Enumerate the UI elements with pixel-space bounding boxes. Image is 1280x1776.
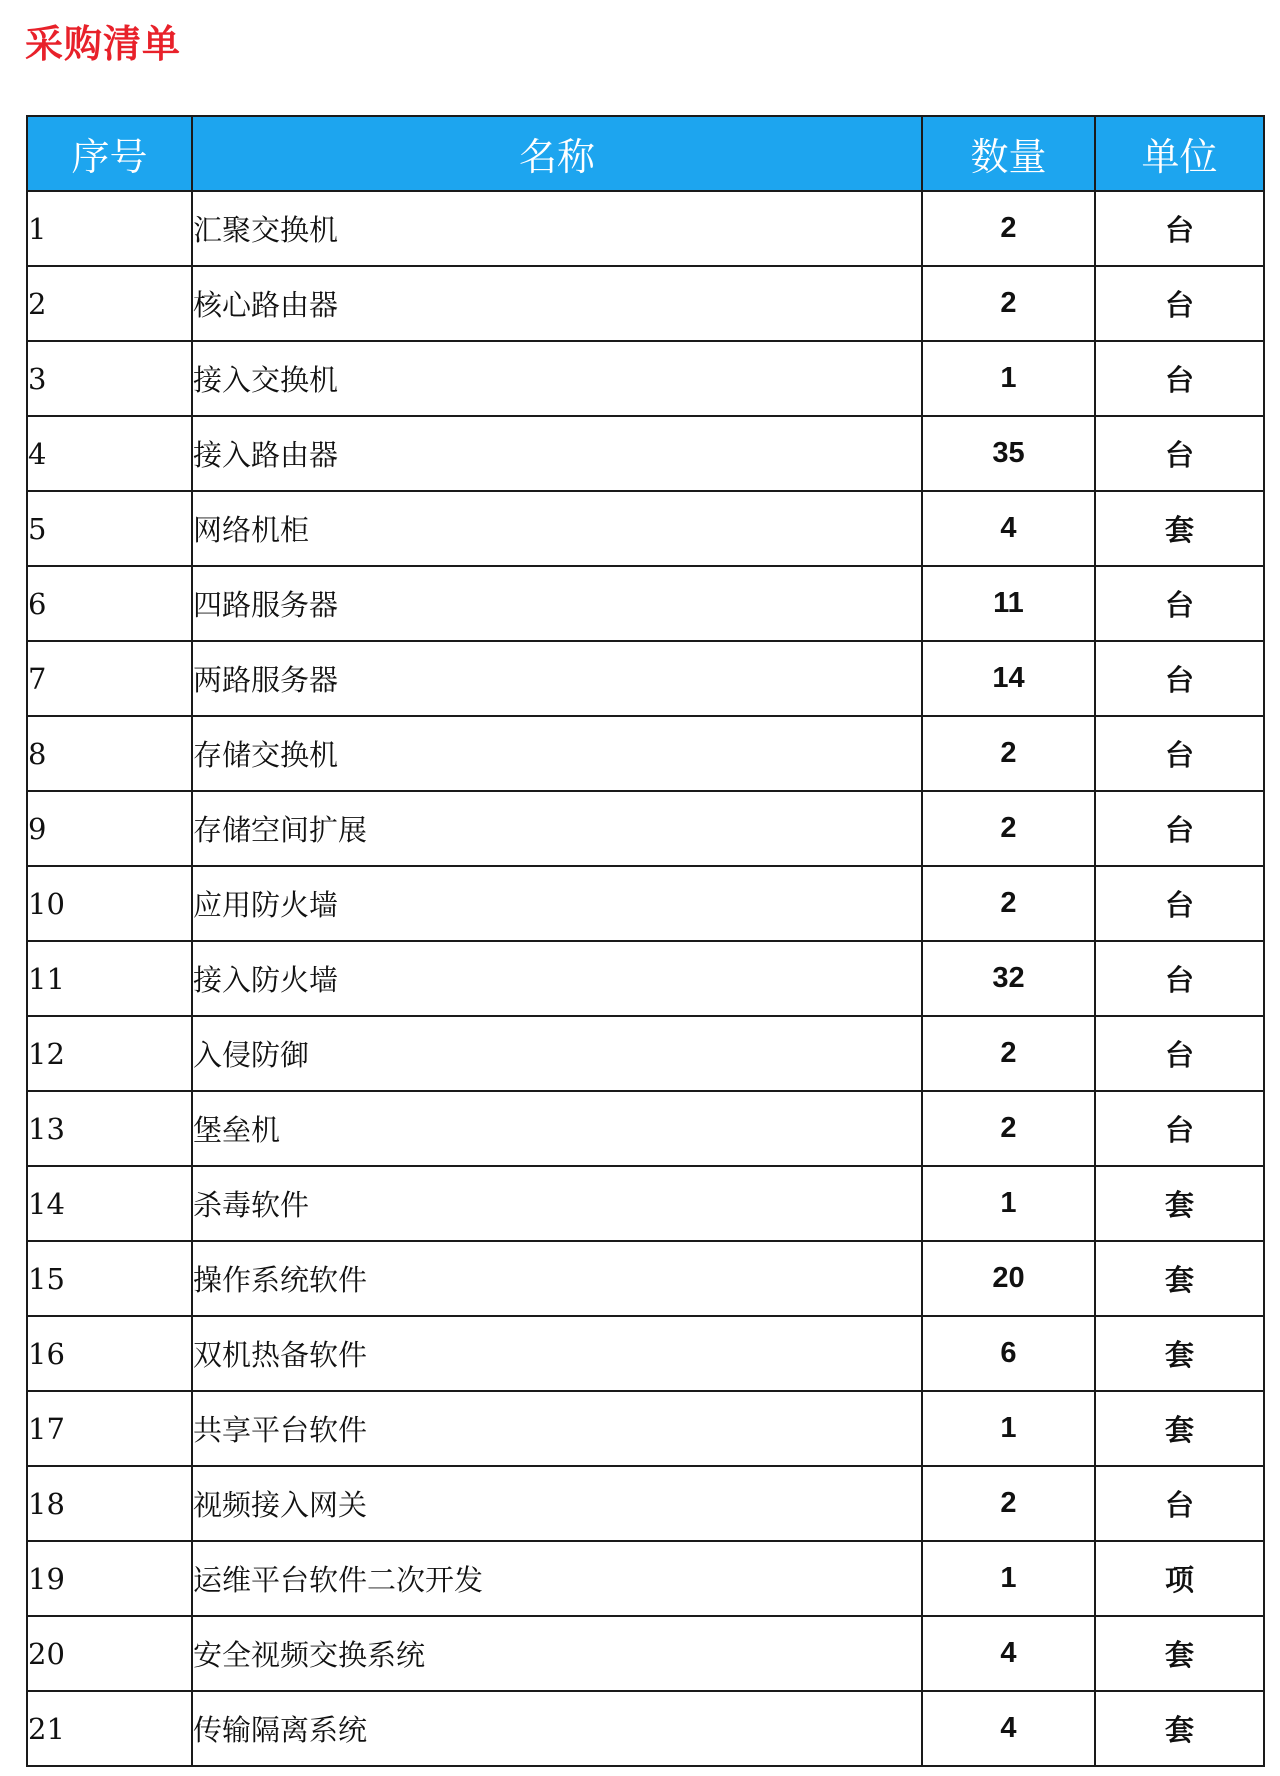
item-quantity: 1	[922, 1541, 1095, 1616]
table-row	[27, 1241, 1264, 1316]
item-unit: 台	[1095, 641, 1264, 716]
row-number: 2	[27, 266, 192, 341]
row-number: 11	[27, 941, 192, 1016]
row-number: 14	[27, 1166, 192, 1241]
item-name: 视频接入网关	[192, 1466, 922, 1541]
item-unit: 套	[1095, 1391, 1264, 1466]
row-number: 10	[27, 866, 192, 941]
item-quantity: 20	[922, 1241, 1095, 1316]
item-name: 接入交换机	[192, 341, 922, 416]
item-quantity: 2	[922, 1016, 1095, 1091]
table-row	[27, 866, 1264, 941]
table-row	[27, 1166, 1264, 1241]
item-quantity: 2	[922, 791, 1095, 866]
item-quantity: 2	[922, 866, 1095, 941]
item-quantity: 1	[922, 1166, 1095, 1241]
table-row	[27, 1466, 1264, 1541]
table-row	[27, 716, 1264, 791]
item-unit: 台	[1095, 716, 1264, 791]
item-unit: 台	[1095, 941, 1264, 1016]
item-name: 堡垒机	[192, 1091, 922, 1166]
column-header-unit: 单位	[1095, 116, 1264, 191]
row-number: 19	[27, 1541, 192, 1616]
table-row	[27, 1391, 1264, 1466]
row-number: 3	[27, 341, 192, 416]
row-number: 4	[27, 416, 192, 491]
row-number: 17	[27, 1391, 192, 1466]
item-quantity: 11	[922, 566, 1095, 641]
table-row	[27, 266, 1264, 341]
item-name: 共享平台软件	[192, 1391, 922, 1466]
table-row	[27, 1016, 1264, 1091]
item-name: 存储空间扩展	[192, 791, 922, 866]
item-unit: 套	[1095, 1691, 1264, 1766]
item-quantity: 35	[922, 416, 1095, 491]
item-name: 存储交换机	[192, 716, 922, 791]
table-row	[27, 416, 1264, 491]
item-quantity: 4	[922, 1691, 1095, 1766]
column-header-name: 名称	[192, 116, 922, 191]
item-unit: 台	[1095, 266, 1264, 341]
item-name: 接入防火墙	[192, 941, 922, 1016]
item-unit: 台	[1095, 1091, 1264, 1166]
row-number: 6	[27, 566, 192, 641]
table-row	[27, 791, 1264, 866]
table-row	[27, 1616, 1264, 1691]
item-name: 汇聚交换机	[192, 191, 922, 266]
item-name: 入侵防御	[192, 1016, 922, 1091]
item-unit: 台	[1095, 1466, 1264, 1541]
item-unit: 台	[1095, 866, 1264, 941]
item-unit: 套	[1095, 1241, 1264, 1316]
item-quantity: 2	[922, 191, 1095, 266]
column-header-no: 序号	[27, 116, 192, 191]
item-quantity: 2	[922, 266, 1095, 341]
procurement-table	[26, 115, 1265, 1767]
item-name: 运维平台软件二次开发	[192, 1541, 922, 1616]
row-number: 9	[27, 791, 192, 866]
row-number: 7	[27, 641, 192, 716]
column-header-qty: 数量	[922, 116, 1095, 191]
item-quantity: 14	[922, 641, 1095, 716]
table-row	[27, 1691, 1264, 1766]
table-row	[27, 641, 1264, 716]
item-quantity: 2	[922, 1466, 1095, 1541]
item-name: 四路服务器	[192, 566, 922, 641]
row-number: 12	[27, 1016, 192, 1091]
row-number: 5	[27, 491, 192, 566]
item-unit: 台	[1095, 341, 1264, 416]
table-row	[27, 1091, 1264, 1166]
row-number: 13	[27, 1091, 192, 1166]
item-unit: 台	[1095, 416, 1264, 491]
item-quantity: 2	[922, 716, 1095, 791]
item-name: 接入路由器	[192, 416, 922, 491]
item-unit: 套	[1095, 1316, 1264, 1391]
table-row	[27, 1316, 1264, 1391]
item-unit: 台	[1095, 791, 1264, 866]
item-name: 网络机柜	[192, 491, 922, 566]
table-body	[27, 191, 1264, 1766]
item-name: 操作系统软件	[192, 1241, 922, 1316]
item-name: 两路服务器	[192, 641, 922, 716]
table-row	[27, 941, 1264, 1016]
item-quantity: 4	[922, 1616, 1095, 1691]
item-unit: 套	[1095, 1166, 1264, 1241]
item-unit: 套	[1095, 491, 1264, 566]
item-name: 核心路由器	[192, 266, 922, 341]
row-number: 18	[27, 1466, 192, 1541]
table-row	[27, 341, 1264, 416]
page-title: 采购清单	[25, 22, 182, 66]
table-row	[27, 1541, 1264, 1616]
row-number: 21	[27, 1691, 192, 1766]
row-number: 15	[27, 1241, 192, 1316]
row-number: 20	[27, 1616, 192, 1691]
item-name: 安全视频交换系统	[192, 1616, 922, 1691]
item-quantity: 4	[922, 491, 1095, 566]
item-unit: 项	[1095, 1541, 1264, 1616]
table-header-row	[27, 116, 1264, 191]
table-row	[27, 566, 1264, 641]
table-row	[27, 491, 1264, 566]
item-quantity: 2	[922, 1091, 1095, 1166]
item-unit: 台	[1095, 1016, 1264, 1091]
row-number: 16	[27, 1316, 192, 1391]
item-unit: 台	[1095, 566, 1264, 641]
item-unit: 套	[1095, 1616, 1264, 1691]
item-quantity: 1	[922, 341, 1095, 416]
item-name: 双机热备软件	[192, 1316, 922, 1391]
row-number: 8	[27, 716, 192, 791]
item-quantity: 6	[922, 1316, 1095, 1391]
table-row	[27, 191, 1264, 266]
row-number: 1	[27, 191, 192, 266]
item-name: 传输隔离系统	[192, 1691, 922, 1766]
item-unit: 台	[1095, 191, 1264, 266]
item-name: 应用防火墙	[192, 866, 922, 941]
item-quantity: 32	[922, 941, 1095, 1016]
item-quantity: 1	[922, 1391, 1095, 1466]
item-name: 杀毒软件	[192, 1166, 922, 1241]
